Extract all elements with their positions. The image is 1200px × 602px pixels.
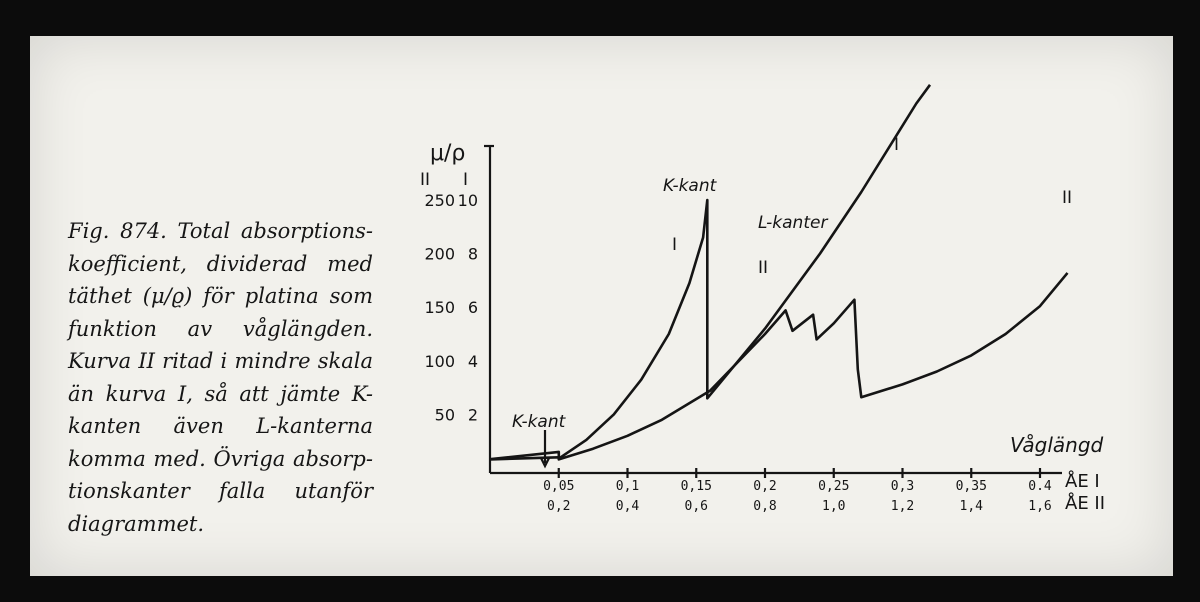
x-tick-label-i: 0,2 xyxy=(753,479,777,494)
x-tick-label-ii: 1,4 xyxy=(959,499,983,514)
y-axis-label: μ/ρ xyxy=(430,141,466,166)
x-axis-name-ii: ÅE II xyxy=(1065,493,1106,514)
y-tick-label-i: 4 xyxy=(467,351,478,371)
y-tick-label-ii: 250 xyxy=(424,191,455,210)
x-tick-label-i: 0,05 xyxy=(543,479,575,494)
series-label-ii-upper: II xyxy=(1062,188,1073,208)
y-tick-label-ii: 100 xyxy=(424,351,455,371)
x-tick-label-ii: 1,0 xyxy=(822,499,846,514)
y-tick-label-ii: 200 xyxy=(424,244,455,264)
series-line-i xyxy=(490,85,930,459)
y-tick-label-i: 2 xyxy=(467,405,478,425)
y-tick-label-i: 8 xyxy=(467,244,478,264)
x-tick-label-i: 0,25 xyxy=(818,479,850,494)
x-tick-label-i: 0,15 xyxy=(680,479,712,494)
y-tick-label-i: 10 xyxy=(457,191,478,210)
annotation-l-kanter: L-kanter xyxy=(758,213,828,233)
y-tick-label-i: 6 xyxy=(467,298,478,318)
y-axis-name-i: I xyxy=(463,170,469,190)
y-axis-name-ii: II xyxy=(420,170,431,190)
series-label-i-lower: I xyxy=(672,235,678,255)
x-axis-label: Våglängd xyxy=(1010,433,1104,457)
x-tick-label-ii: 1,2 xyxy=(890,499,915,514)
x-tick-label-ii: 0,2 xyxy=(547,499,571,514)
y-tick-label-ii: 150 xyxy=(424,298,455,318)
series-line-ii xyxy=(490,273,1068,460)
x-tick-label-ii: 0,4 xyxy=(615,499,640,514)
annotation-k-kant-i: K-kant xyxy=(663,176,717,196)
x-tick-label-ii: 1,6 xyxy=(1028,499,1052,514)
figure-caption: Fig. 874. Total absorptionskoefficient, dividerad med täthet (μ/ϱ) för platina som funktion av våglängden. Kurva II ritad i mindre skala än kurva I, så att jämte K-kanten även L-kanterna komma med. Övriga absorptionskanter falla utanför diagrammet. xyxy=(68,219,373,536)
series-label-i-upper: I xyxy=(894,135,900,155)
x-tick-label-i: 0,35 xyxy=(955,479,987,494)
y-tick-label-ii: 50 xyxy=(434,405,455,425)
x-tick-label-i: 0,1 xyxy=(615,479,640,494)
x-tick-label-ii: 0,6 xyxy=(684,499,708,514)
x-tick-label-i: 0.4 xyxy=(1028,479,1052,494)
x-axis-name-i: ÅE I xyxy=(1065,471,1100,492)
x-tick-label-i: 0,3 xyxy=(890,479,915,494)
x-tick-label-ii: 0,8 xyxy=(753,499,777,514)
series-label-ii-lower: II xyxy=(758,258,769,278)
annotation-k-kant-ii: K-kant xyxy=(512,412,566,432)
